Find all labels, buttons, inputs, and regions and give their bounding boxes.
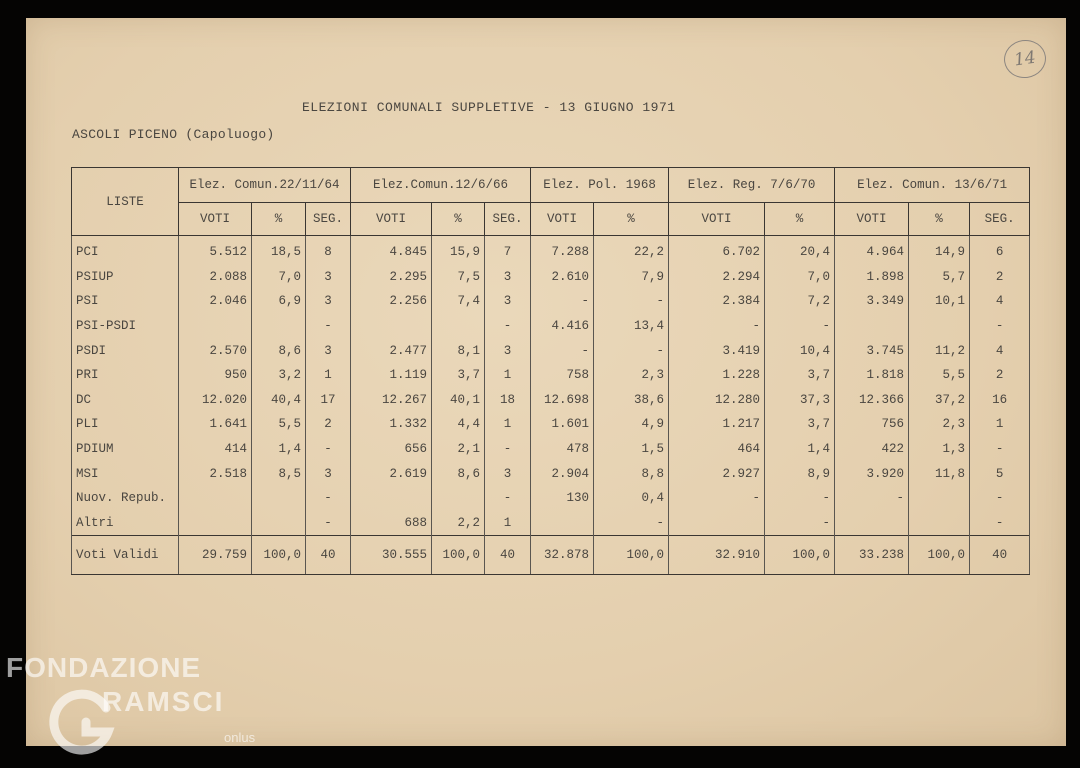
table-cell: 1.332 xyxy=(351,412,432,437)
table-cell: - xyxy=(669,314,765,339)
table-cell: 6 xyxy=(970,236,1030,265)
table-cell: 10,1 xyxy=(909,289,970,314)
table-cell: 2.518 xyxy=(179,461,252,486)
table-cell: 7,0 xyxy=(252,265,306,290)
row-lista-label: PSI-PSDI xyxy=(72,314,179,339)
table-cell: 3 xyxy=(485,461,531,486)
table-cell: 2.384 xyxy=(669,289,765,314)
table-cell: 688 xyxy=(351,511,432,536)
table-cell: 37,3 xyxy=(765,388,835,413)
table-row xyxy=(72,486,1030,511)
table-cell xyxy=(351,486,432,511)
table-cell: 3 xyxy=(485,265,531,290)
table-cell: - xyxy=(765,511,835,536)
row-lista-label: PDIUM xyxy=(72,437,179,462)
subheader-seg: SEG. xyxy=(970,203,1030,236)
table-cell: - xyxy=(765,486,835,511)
row-lista-label: PRI xyxy=(72,363,179,388)
table-cell: 2.477 xyxy=(351,338,432,363)
table-cell: 7,2 xyxy=(765,289,835,314)
subheader-percent: % xyxy=(594,203,669,236)
table-cell: 1,4 xyxy=(765,437,835,462)
table-cell: 10,4 xyxy=(765,338,835,363)
table-cell: 6,9 xyxy=(252,289,306,314)
table-cell: 7 xyxy=(485,236,531,265)
table-cell: 2,2 xyxy=(432,511,485,536)
table-cell: 1 xyxy=(306,363,351,388)
table-cell xyxy=(669,511,765,536)
table-cell xyxy=(252,511,306,536)
table-cell: - xyxy=(594,338,669,363)
table-row xyxy=(72,289,1030,314)
table-cell xyxy=(835,511,909,536)
row-lista-label: DC xyxy=(72,388,179,413)
table-cell: 2 xyxy=(970,265,1030,290)
table-cell: 1.818 xyxy=(835,363,909,388)
table-cell: 4,9 xyxy=(594,412,669,437)
table-cell: 950 xyxy=(179,363,252,388)
table-cell: 12.366 xyxy=(835,388,909,413)
table-cell: 464 xyxy=(669,437,765,462)
row-lista-label: PCI xyxy=(72,236,179,265)
header-group-4: Elez. Reg. 7/6/70 xyxy=(669,168,835,203)
subheader-voti: VOTI xyxy=(835,203,909,236)
table-cell: 8 xyxy=(306,236,351,265)
table-cell xyxy=(531,511,594,536)
table-cell: 3,2 xyxy=(252,363,306,388)
table-cell: - xyxy=(970,486,1030,511)
table-cell: - xyxy=(765,314,835,339)
subheader-seg: SEG. xyxy=(306,203,351,236)
table-cell: 5.512 xyxy=(179,236,252,265)
subheader-voti: VOTI xyxy=(531,203,594,236)
subheader-seg: SEG. xyxy=(485,203,531,236)
table-cell: 3 xyxy=(306,338,351,363)
table-body xyxy=(72,236,1030,536)
table-cell: - xyxy=(306,511,351,536)
table-cell: - xyxy=(669,486,765,511)
table-cell xyxy=(432,486,485,511)
table-cell: 1.898 xyxy=(835,265,909,290)
table-row xyxy=(72,388,1030,413)
header-group-3: Elez. Pol. 1968 xyxy=(531,168,669,203)
table-cell: 3 xyxy=(485,338,531,363)
row-lista-label: PLI xyxy=(72,412,179,437)
table-cell: 422 xyxy=(835,437,909,462)
table-cell: 1,5 xyxy=(594,437,669,462)
row-lista-label: PSDI xyxy=(72,338,179,363)
table-cell: 8,6 xyxy=(432,461,485,486)
table-cell: 1.217 xyxy=(669,412,765,437)
table-cell: - xyxy=(835,486,909,511)
table-cell: 5,5 xyxy=(909,363,970,388)
table-cell: - xyxy=(594,289,669,314)
totals-label: Voti Validi xyxy=(72,536,179,575)
table-cell: 16 xyxy=(970,388,1030,413)
table-cell: 40,4 xyxy=(252,388,306,413)
table-cell: 2.610 xyxy=(531,265,594,290)
table-cell: 478 xyxy=(531,437,594,462)
table-cell: - xyxy=(531,289,594,314)
table-cell: 8,6 xyxy=(252,338,306,363)
totals-row xyxy=(72,536,1030,575)
table-cell: - xyxy=(970,511,1030,536)
subheader-percent: % xyxy=(909,203,970,236)
table-cell xyxy=(351,314,432,339)
table-row xyxy=(72,511,1030,536)
table-row xyxy=(72,236,1030,265)
table-cell: 40 xyxy=(970,536,1030,575)
table-cell: 30.555 xyxy=(351,536,432,575)
table-cell: 15,9 xyxy=(432,236,485,265)
table-cell: 3 xyxy=(306,461,351,486)
table-cell: 2.088 xyxy=(179,265,252,290)
table-cell: - xyxy=(306,486,351,511)
watermark-line2: RAMSCI xyxy=(102,686,225,717)
watermark-suffix: onlus xyxy=(224,730,256,745)
table-cell: 2,3 xyxy=(909,412,970,437)
subheader-percent: % xyxy=(252,203,306,236)
table-cell: - xyxy=(485,437,531,462)
table-cell: 2 xyxy=(306,412,351,437)
header-group-2: Elez.Comun.12/6/66 xyxy=(351,168,531,203)
row-lista-label: Altri xyxy=(72,511,179,536)
header-group-1: Elez. Comun.22/11/64 xyxy=(179,168,351,203)
table-cell: 2.570 xyxy=(179,338,252,363)
header-liste: LISTE xyxy=(72,168,179,236)
table-cell: 130 xyxy=(531,486,594,511)
table-cell: 14,9 xyxy=(909,236,970,265)
table-cell: 414 xyxy=(179,437,252,462)
election-results-table xyxy=(71,167,1030,575)
table-cell: 2,1 xyxy=(432,437,485,462)
table-cell: - xyxy=(594,511,669,536)
table-cell: 3 xyxy=(485,289,531,314)
table-cell: 100,0 xyxy=(594,536,669,575)
table-cell: 22,2 xyxy=(594,236,669,265)
table-cell: 7,9 xyxy=(594,265,669,290)
table-cell: 12.020 xyxy=(179,388,252,413)
table-cell: 7,4 xyxy=(432,289,485,314)
table-cell: 11,8 xyxy=(909,461,970,486)
table-cell: 11,2 xyxy=(909,338,970,363)
table-cell: 7,0 xyxy=(765,265,835,290)
header-group-5: Elez. Comun. 13/6/71 xyxy=(835,168,1030,203)
table-cell: 33.238 xyxy=(835,536,909,575)
table-cell: 13,4 xyxy=(594,314,669,339)
table-cell: 8,5 xyxy=(252,461,306,486)
table-cell: 3,7 xyxy=(765,412,835,437)
table-cell: 7.288 xyxy=(531,236,594,265)
table-cell: 2.294 xyxy=(669,265,765,290)
row-lista-label: PSIUP xyxy=(72,265,179,290)
table-cell: 5,7 xyxy=(909,265,970,290)
row-lista-label: MSI xyxy=(72,461,179,486)
table-cell: 1.601 xyxy=(531,412,594,437)
table-cell: 2.256 xyxy=(351,289,432,314)
table-cell: 4.964 xyxy=(835,236,909,265)
table-cell: 5 xyxy=(970,461,1030,486)
table-cell: 1,4 xyxy=(252,437,306,462)
table-cell xyxy=(179,511,252,536)
table-row xyxy=(72,412,1030,437)
subheader-percent: % xyxy=(432,203,485,236)
table-cell: 100,0 xyxy=(765,536,835,575)
table-cell: 12.280 xyxy=(669,388,765,413)
table-cell: 37,2 xyxy=(909,388,970,413)
table-cell: 8,1 xyxy=(432,338,485,363)
table-cell: 1 xyxy=(485,412,531,437)
table-cell: 32.910 xyxy=(669,536,765,575)
table-row xyxy=(72,363,1030,388)
table-cell: 6.702 xyxy=(669,236,765,265)
subheader-percent: % xyxy=(765,203,835,236)
table-cell xyxy=(179,486,252,511)
table-cell: 100,0 xyxy=(252,536,306,575)
table-cell: 5,5 xyxy=(252,412,306,437)
table-cell xyxy=(835,314,909,339)
table-cell: 18 xyxy=(485,388,531,413)
table-cell: 2.927 xyxy=(669,461,765,486)
document-title: ELEZIONI COMUNALI SUPPLETIVE - 13 GIUGNO 1971 xyxy=(302,100,676,115)
table-cell: 12.267 xyxy=(351,388,432,413)
subheader-voti: VOTI xyxy=(179,203,252,236)
table-cell: 32.878 xyxy=(531,536,594,575)
table-cell: 4.416 xyxy=(531,314,594,339)
table-cell xyxy=(252,314,306,339)
table-cell: - xyxy=(970,437,1030,462)
table-cell: 1,3 xyxy=(909,437,970,462)
table-cell: 3.419 xyxy=(669,338,765,363)
table-cell: 656 xyxy=(351,437,432,462)
table-cell: 100,0 xyxy=(909,536,970,575)
table-cell: 3,7 xyxy=(765,363,835,388)
table-cell: - xyxy=(970,314,1030,339)
table-cell: 4.845 xyxy=(351,236,432,265)
table-row xyxy=(72,338,1030,363)
table-cell: 12.698 xyxy=(531,388,594,413)
table-cell: 758 xyxy=(531,363,594,388)
table-cell: 756 xyxy=(835,412,909,437)
subheader-voti: VOTI xyxy=(351,203,432,236)
table-cell: 3.745 xyxy=(835,338,909,363)
table-cell: 2.046 xyxy=(179,289,252,314)
table-cell: 40,1 xyxy=(432,388,485,413)
table-cell: 18,5 xyxy=(252,236,306,265)
table-cell: 20,4 xyxy=(765,236,835,265)
table-cell: 1.228 xyxy=(669,363,765,388)
table-row xyxy=(72,461,1030,486)
table-cell xyxy=(179,314,252,339)
table-cell xyxy=(909,486,970,511)
table-cell: 8,9 xyxy=(765,461,835,486)
table-cell: - xyxy=(306,437,351,462)
table-cell: 29.759 xyxy=(179,536,252,575)
document-subtitle: ASCOLI PICENO (Capoluogo) xyxy=(72,127,275,142)
table-row xyxy=(72,265,1030,290)
table-cell: 3 xyxy=(306,289,351,314)
table-cell: 4,4 xyxy=(432,412,485,437)
table-cell: 40 xyxy=(485,536,531,575)
table-row xyxy=(72,314,1030,339)
table-cell xyxy=(252,486,306,511)
table-cell: 100,0 xyxy=(432,536,485,575)
table-cell: 7,5 xyxy=(432,265,485,290)
table-cell: 1 xyxy=(485,363,531,388)
table-row xyxy=(72,437,1030,462)
table-cell xyxy=(909,314,970,339)
table-cell: 2.295 xyxy=(351,265,432,290)
table-cell: 3.349 xyxy=(835,289,909,314)
table-cell: 17 xyxy=(306,388,351,413)
table-cell: 1.641 xyxy=(179,412,252,437)
table-cell: 1 xyxy=(970,412,1030,437)
table-cell: 2.904 xyxy=(531,461,594,486)
table-cell: 1 xyxy=(485,511,531,536)
row-lista-label: PSI xyxy=(72,289,179,314)
table-cell: 0,4 xyxy=(594,486,669,511)
table-cell: 8,8 xyxy=(594,461,669,486)
table-cell: 2,3 xyxy=(594,363,669,388)
table-cell: - xyxy=(485,314,531,339)
subheader-voti: VOTI xyxy=(669,203,765,236)
table-cell xyxy=(432,314,485,339)
table-cell: 1.119 xyxy=(351,363,432,388)
table-cell: 40 xyxy=(306,536,351,575)
table-cell: 4 xyxy=(970,289,1030,314)
table-cell: - xyxy=(485,486,531,511)
row-lista-label: Nuov. Repub. xyxy=(72,486,179,511)
page-number: 14 xyxy=(1012,47,1038,71)
table-cell: 2 xyxy=(970,363,1030,388)
table-cell: 4 xyxy=(970,338,1030,363)
table-cell: - xyxy=(531,338,594,363)
table-cell: 3.920 xyxy=(835,461,909,486)
watermark-line1: FONDAZIONE xyxy=(6,652,202,683)
table-cell: - xyxy=(306,314,351,339)
table-cell: 38,6 xyxy=(594,388,669,413)
table-cell: 2.619 xyxy=(351,461,432,486)
table-cell: 3 xyxy=(306,265,351,290)
table-cell: 3,7 xyxy=(432,363,485,388)
table-cell xyxy=(909,511,970,536)
